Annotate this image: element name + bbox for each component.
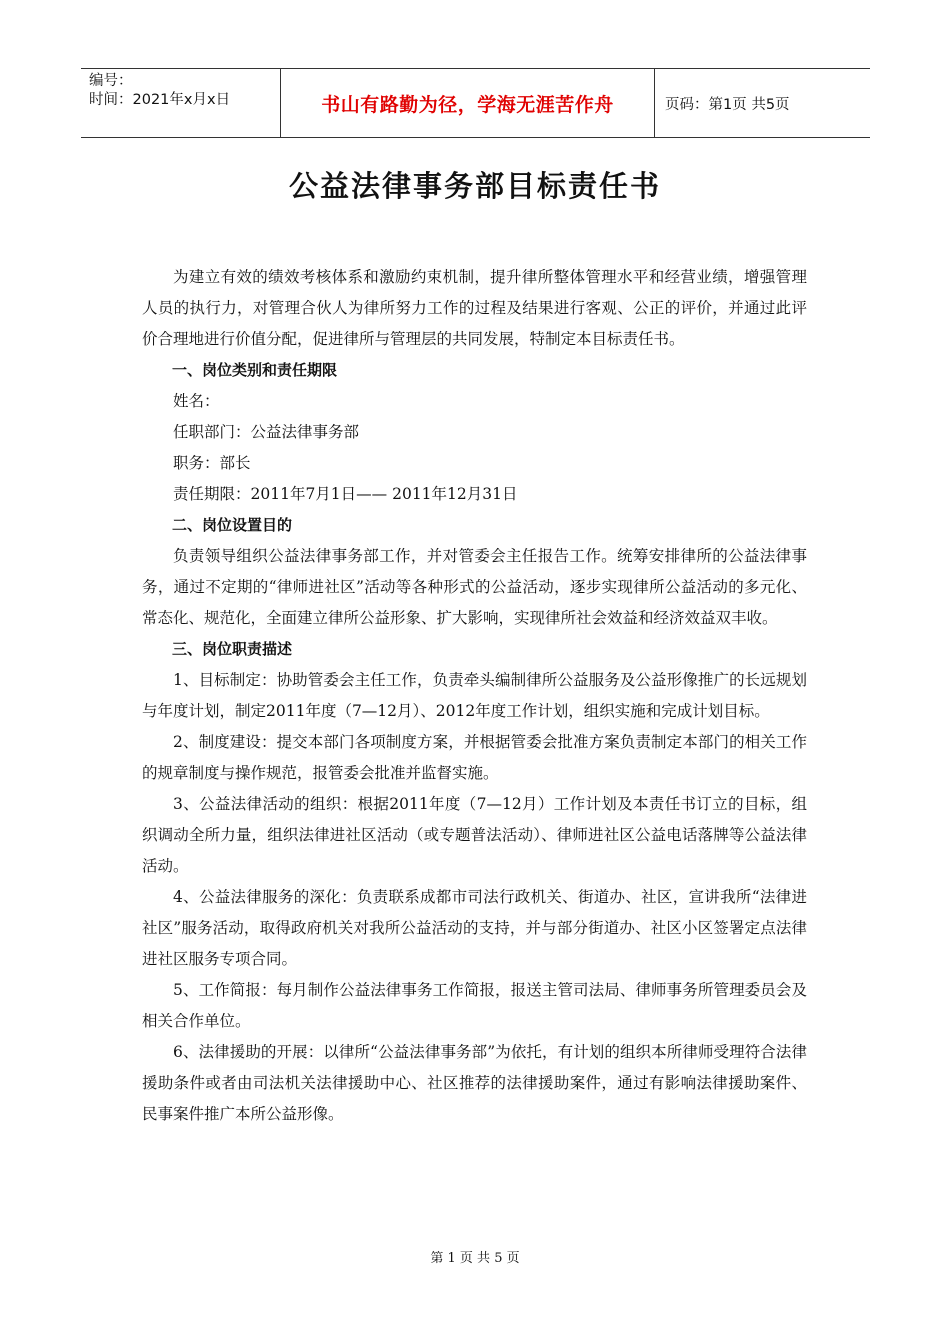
field-name: 姓名： (173, 392, 220, 410)
section-heading-2: 二、岗位设置目的 (172, 516, 293, 534)
document-body (142, 262, 807, 1130)
duty-item: 6、法律援助的开展：以律所“公益法律事务部”为依托，有计划的组织本所律师受理符合法律援助条件或者由司法机关法律援助中心、社区推荐的法律援助案件，通过有影响法律援助案件、民事案件推广本所公益形像。 (142, 1043, 807, 1123)
header-meta (81, 69, 281, 137)
document-title: 公益法律事务部目标责任书 (288, 169, 661, 203)
document-header (81, 68, 870, 138)
field-department: 任职部门：公益法律事务部 (173, 423, 360, 441)
duty-item: 2、制度建设：提交本部门各项制度方案，并根据管委会批准方案负责制定本部门的相关工作的规章制度与操作规范，报管委会批准并监督实施。 (142, 733, 807, 782)
header-motto: 书山有路勤为径，学海无涯苦作舟 (281, 69, 655, 137)
duty-item: 5、工作简报：每月制作公益法律事务工作简报，报送主管司法局、律师事务所管理委员会及相关合作单位。 (142, 981, 807, 1030)
duty-item: 1、目标制定：协助管委会主任工作，负责牵头编制律所公益服务及公益形像推广的长远规划与年度计划，制定2011年度（7—12月）、2012年度工作计划，组织实施和完成计划目标。 (142, 671, 807, 720)
field-period: 责任期限：2011年7月1日—— 2011年12月31日 (173, 485, 518, 503)
field-position: 职务：部长 (173, 454, 251, 472)
number-label: 编号： (89, 73, 133, 89)
date-label: 时间：2021年x月x日 (89, 92, 231, 108)
section-heading-3: 三、岗位职责描述 (172, 640, 293, 658)
duty-item: 3、公益法律活动的组织：根据2011年度（7—12月）工作计划及本责任书订立的目标，组织调动全所力量，组织法律进社区活动（或专题普法活动）、律师进社区公益电话落牌等公益法律活动。 (142, 795, 807, 875)
duty-item: 4、公益法律服务的深化：负责联系成都市司法行政机关、街道办、社区，宣讲我所“法律进社区”服务活动，取得政府机关对我所公益活动的支持，并与部分街道办、社区小区签署定点法律进社区服务专项合同。 (142, 888, 807, 968)
intro-paragraph: 为建立有效的绩效考核体系和激励约束机制，提升律所整体管理水平和经营业绩，增强管理人员的执行力，对管理合伙人为律所努力工作的过程及结果进行客观、公正的评价，并通过此评价合理地进行价值分配，促进律所与管理层的共同发展，特制定本目标责任书。 (142, 268, 807, 348)
page-footer: 第 1 页 共 5 页 (430, 1251, 520, 1266)
section-2-body: 负责领导组织公益法律事务部工作，并对管委会主任报告工作。统筹安排律所的公益法律事务，通过不定期的“律师进社区”活动等各种形式的公益活动，逐步实现律所公益活动的多元化、常态化、规范化，全面建立律所公益形象、扩大影响，实现律所社会效益和经济效益双丰收。 (142, 547, 807, 627)
section-heading-1: 一、岗位类别和责任期限 (172, 361, 338, 379)
header-page-info: 页码：第1页 共5页 (665, 96, 790, 113)
